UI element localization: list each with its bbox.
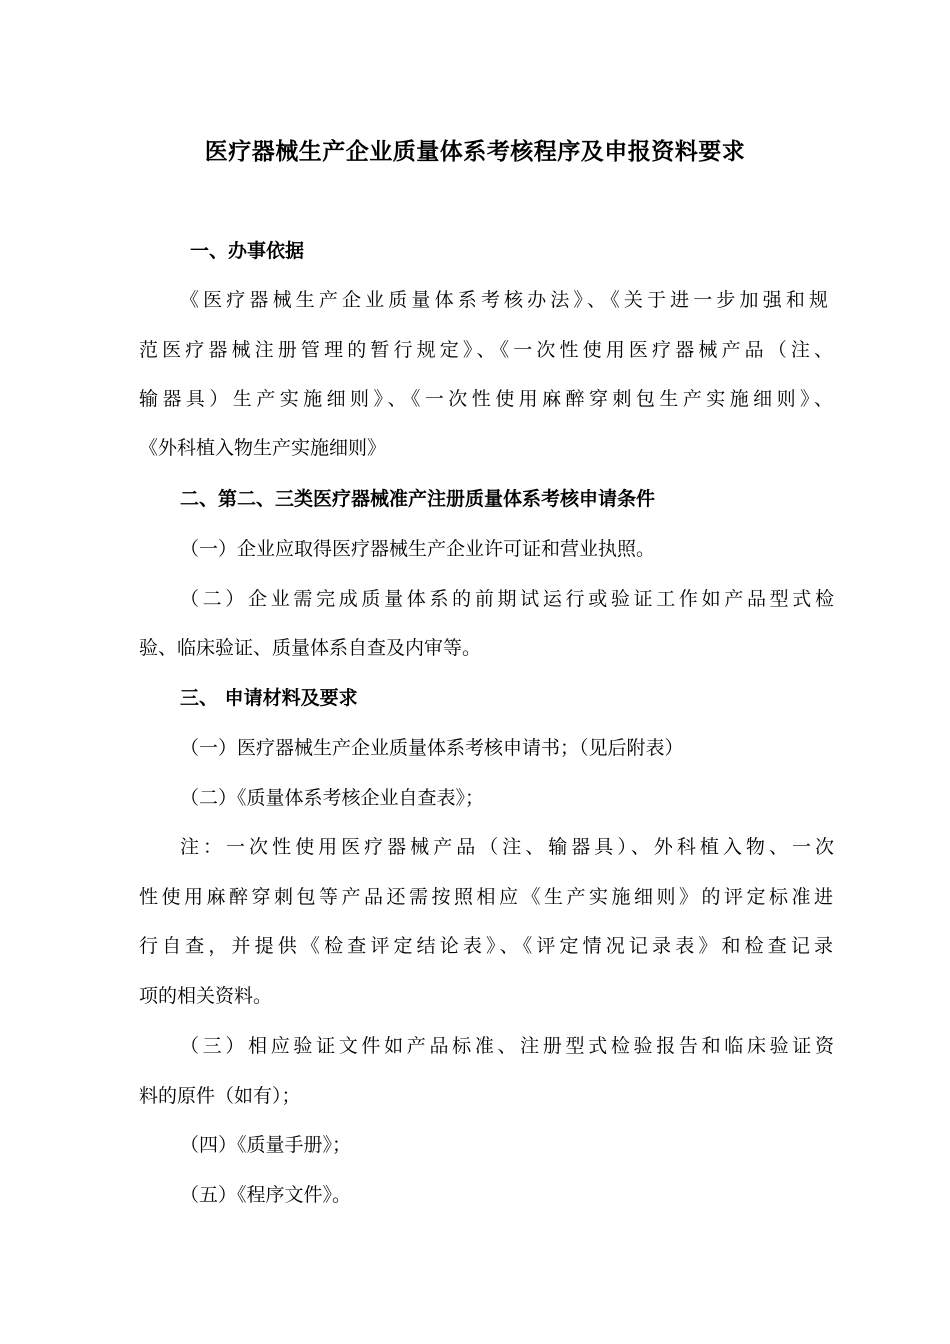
section3-item-3-line: （三）相应验证文件如产品标准、注册型式检验报告和临床验证资 (180, 1035, 834, 1057)
section3-item-1: （一）医疗器械生产企业质量体系考核申请书；（见后附表） (180, 737, 684, 759)
section1-heading: 一、办事依据 (190, 240, 305, 262)
section3-item-3-line: 料的原件（如有）； (139, 1085, 301, 1107)
document-title: 医疗器械生产企业质量体系考核程序及申报资料要求 (204, 139, 746, 165)
section1-body-line: 范医疗器械注册管理的暂行规定》、《一次性使用医疗器械产品（注、 (139, 339, 833, 361)
section3-heading: 三、 申请材料及要求 (180, 687, 358, 709)
section2-item-2-line: （二）企业需完成质量体系的前期试运行或验证工作如产品型式检 (180, 588, 834, 610)
section1-body-line: 《医疗器械生产企业质量体系考核办法》、《关于进一步加强和规 (180, 289, 828, 311)
section1-body-line: 《外科植入物生产实施细则》 (139, 437, 387, 459)
section3-note-line: 性使用麻醉穿刺包等产品还需按照相应《生产实施细则》的评定标准进 (139, 886, 833, 908)
section2-item-1: （一）企业应取得医疗器械生产企业许可证和营业执照。 (180, 538, 656, 560)
section2-item-2-line: 验、临床验证、质量体系自查及内审等。 (139, 637, 482, 659)
section3-note-line: 项的相关资料。 (139, 985, 273, 1007)
section3-note-line: 行自查，并提供《检查评定结论表》、《评定情况记录表》和检查记录 (139, 935, 833, 957)
section3-note-line: 注：一次性使用医疗器械产品（注、输器具）、外科植入物、一次 (180, 836, 834, 858)
section2-heading: 二、第二、三类医疗器械准产注册质量体系考核申请条件 (180, 488, 656, 510)
section3-item-5: （五）《程序文件》。 (180, 1184, 352, 1206)
section1-body-line: 输器具）生产实施细则》、《一次性使用麻醉穿刺包生产实施细则》、 (139, 388, 833, 410)
section3-item-2: （二）《质量体系考核企业自查表》； (180, 787, 485, 809)
section3-item-4: （四）《质量手册》； (180, 1134, 352, 1156)
